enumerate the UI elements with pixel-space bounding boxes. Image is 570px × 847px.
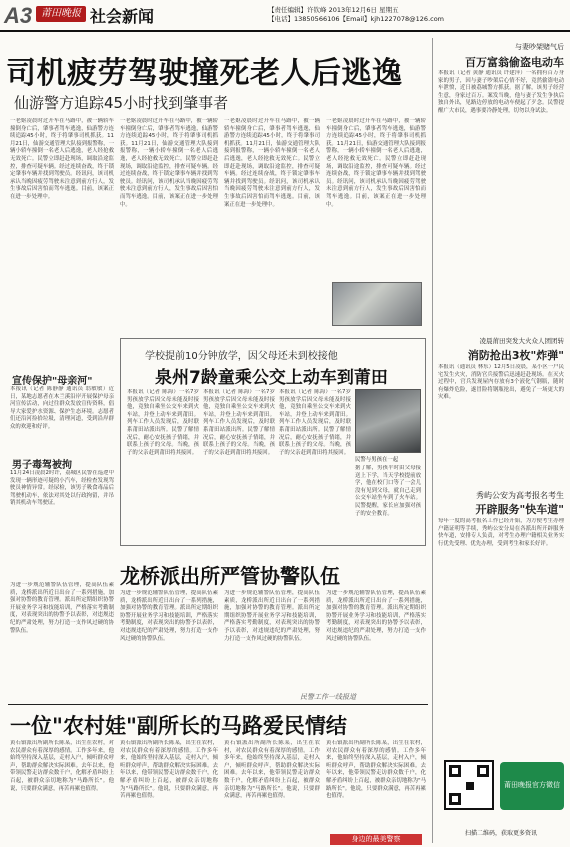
page-header (0, 0, 570, 34)
mid-headline: 龙桥派出所严管协警队伍 (120, 564, 340, 588)
story2-title: 宣传保护"母亲河" (12, 376, 93, 387)
boxed-body-col3: 本报讯（记者 陈海）一名7岁男孩放学后因父母未能及时接他，竟独自乘坐公交车来到火车站，并登上动车来到莆田。列车工作人员发现后，及时联系莆田站派出所。民警了解情况后，耐心安抚孩子情绪，并联系上孩子的父母。当晚，孩子的父亲赶到莆田将其接回。 (279, 389, 351, 456)
right-headline3: 秀屿公安为高考报名考生 (476, 491, 564, 500)
right-kicker: 与妻吵架赌气后 (515, 43, 564, 51)
story2-body: 本报讯（记者 陈静静 通讯员 翁敏敏）近日，某地志愿者在木兰溪沿岸开展保护母亲河宣传活动，向过往群众发放宣传资料，倡导大家爱护水资源、保护生态环境。志愿者们还沿河捡拾垃圾，清理河道，受到沿岸群众的欢迎和好评。 (10, 386, 114, 430)
right-body3: 每年一度的高考报名工作已经开始，为方便考生办理户籍证明等手续，秀屿公安分局在各派出所开辟服务快车道，安排专人负责，对考生办理户籍相关业务实行优先受理、优先办理，受到考生和家长好评。 (438, 518, 564, 547)
boxed-kicker: 学校提前10分钟放学，因父母还未到校接他 (145, 351, 338, 362)
bottom-body-col2: 黄石镇派出所副所长陈某，出生在农村，对农民群众有着深厚的感情。工作多年来，他始终坚持深入基层，走村入户，倾听群众呼声，帮助群众解决实际困难。去年以来，他带领民警走访群众数千户，化解矛盾纠纷上百起，被群众亲切地称为"马路所长"。他说，只要群众满意，再苦再累也值得。 (120, 740, 218, 800)
boxed-body-col2: 本报讯（记者 陈海）一名7岁男孩放学后因父母未能及时接他，竟独自乘坐公交车来到火车站，并登上动车来到莆田。列车工作人员发现后，及时联系莆田站派出所。民警了解情况后，耐心安抚孩子情绪，并联系上孩子的父母。当晚，孩子的父亲赶到莆田将其接回。 (203, 389, 275, 456)
boxed-photo-caption: 民警与男孩在一起 (355, 457, 399, 463)
mid-stamp: 民警工作一线报道 (300, 693, 356, 701)
bottom-body-col4: 黄石镇派出所副所长陈某，出生在农村，对农民群众有着深厚的感情。工作多年来，他始终坚持深入基层，走村入户，倾听群众呼声，帮助群众解决实际困难。去年以来，他带领民警走访群众数千户，化解矛盾纠纷上百起，被群众亲切地称为"马路所长"。他说，只要群众满意，再苦再累也值得。 (326, 740, 426, 800)
boxed-body-right: 据了解，男孩平时由父母接送上下学，当天学校提前放学，他在校门口等了一会儿没有见到父母，就自己走到公交车站坐车到了火车站。民警提醒，家长应加强对孩子的安全教育。 (355, 465, 421, 517)
column-divider (432, 38, 433, 843)
boxed-body-col1: 本报讯（记者 陈海）一名7岁男孩放学后因父母未能及时接他，竟独自乘坐公交车来到火车站，并登上动车来到莆田。列车工作人员发现后，及时联系莆田站派出所。民警了解情况后，耐心安抚孩子情绪，并联系上孩子的父母。当晚，孩子的父亲赶到莆田将其接回。 (127, 389, 199, 456)
bottom-rule (8, 704, 428, 705)
mid-body-col1: 为进一步规范辅警队伍管理，提高队伍素质，龙桥派出所近日出台了一系列措施，加强对协警的教育管理。派出所定期组织协警开展业务学习和技能培训，严格落实考勤制度，对表现突出的协警予以表彰，对违规违纪的严肃处理，努力打造一支作风过硬的协警队伍。 (10, 582, 114, 634)
mid-body-col3: 为进一步规范辅警队伍管理，提高队伍素质，龙桥派出所近日出台了一系列措施，加强对协警的教育管理。派出所定期组织协警开展业务学习和技能培训，严格落实考勤制度，对表现突出的协警予以表彰，对违规违纪的严肃处理，努力打造一支作风过硬的协警队伍。 (224, 590, 320, 642)
boxed-photo (355, 389, 421, 453)
right-headline2: 消防抢出3枚"炸弹" (467, 349, 564, 362)
story3-body: 11月24日凌晨2时许，荔城区民警在巡逻中发现一辆形迹可疑的小汽车，经检查发现驾驶员神情异常。经尿检，该男子吸食毒品后驾驶机动车，依法对其处以行政拘留，并吊销其机动车驾驶证。 (10, 470, 114, 507)
lead-body-col3: 一老妪凌晨时过开车在马路中，被一辆轿车撞倒身亡后，肇事者驾车逃逸，仙游警方连续追踪45小时，终于将肇事司机抓获。11月21日，仙游交通管理大队接到报警称，一辆小轿车撞倒一名老人后逃逸，老人经抢救无效死亡。民警立即赶赴现场，调取沿途监控，排查可疑车辆。经过连续奋战，终于锁定肇事车辆并找到驾驶员。经讯问，该司机承认当晚因疲劳驾驶未注意到前方行人，发生事故后因害怕而驾车逃逸。目前，该案正在进一步处理中。 (224, 118, 320, 208)
right-body2: 本报讯（通讯员 林东）12月5日凌晨，某小区一户民宅发生火灾，消防官兵接警后迅速赶赴现场。在灭火过程中，官兵发现屋内存放有3个液化气钢瓶，随时有爆炸危险，遂冒险将钢瓶抢出，避免了一场更大的灾难。 (438, 364, 564, 401)
header-rule (0, 30, 570, 32)
page-number: A3 (4, 3, 33, 28)
lead-body-col2: 一老妪凌晨时过开车在马路中，被一辆轿车撞倒身亡后，肇事者驾车逃逸，仙游警方连续追踪45小时，终于将肇事司机抓获。11月21日，仙游交通管理大队接到报警称，一辆小轿车撞倒一名老人后逃逸，老人经抢救无效死亡。民警立即赶赴现场，调取沿途监控，排查可疑车辆。经过连续奋战，终于锁定肇事车辆并找到驾驶员。经讯问，该司机承认当晚因疲劳驾驶未注意到前方行人，发生事故后因害怕而驾车逃逸。目前，该案正在进一步处理中。 (120, 118, 218, 208)
right-kicker2: 凌晨莆田突发大火众人团团转 (479, 337, 564, 345)
right-headline3b: 开辟服务"快车道" (475, 503, 564, 516)
bottom-body-col3: 黄石镇派出所副所长陈某，出生在农村，对农民群众有着深厚的感情。工作多年来，他始终坚持深入基层，走村入户，倾听群众呼声，帮助群众解决实际困难。去年以来，他带领民警走访群众数千户，化解矛盾纠纷上百起，被群众亲切地称为"马路所长"。他说，只要群众满意，再苦再累也值得。 (224, 740, 320, 800)
bottom-body-col1: 黄石镇派出所副所长陈某，出生在农村，对农民群众有着深厚的感情。工作多年来，他始终坚持深入基层，走村入户，倾听群众呼声，帮助群众解决实际困难。去年以来，他带领民警走访群众数千户，化解矛盾纠纷上百起，被群众亲切地称为"马路所长"。他说，只要群众满意，再苦再累也值得。 (10, 740, 114, 792)
right-headline: 百万富翁偷盗电动车 (465, 56, 564, 69)
lead-subheadline: 仙游警方追踪45小时找到肇事者 (14, 94, 229, 112)
section-title: 社会新闻 (90, 7, 155, 26)
editor-info: 【责任编辑】许钦峰 2013年12月6日 星期五 【电话】13850566106【Email】kjh1227078@126.com (268, 6, 445, 23)
lead-headline: 司机疲劳驾驶撞死老人后逃逸 (6, 56, 403, 91)
lead-body-col1: 一老妪凌晨时过开车在马路中，被一辆轿车撞倒身亡后，肇事者驾车逃逸，仙游警方连续追踪45小时，终于将肇事司机抓获。11月21日，仙游交通管理大队接到报警称，一辆小轿车撞倒一名老人后逃逸，老人经抢救无效死亡。民警立即赶赴现场，调取沿途监控，排查可疑车辆。经过连续奋战，终于锁定肇事车辆并找到驾驶员。经讯问，该司机承认当晚因疲劳驾驶未注意到前方行人，发生事故后因害怕而驾车逃逸。目前，该案正在进一步处理中。 (10, 118, 114, 200)
qr-code[interactable] (444, 760, 494, 810)
wechat-badge: 莆田晚报官方微信 (500, 762, 564, 810)
lead-body-col4: 一老妪凌晨时过开车在马路中，被一辆轿车撞倒身亡后，肇事者驾车逃逸，仙游警方连续追踪45小时，终于将肇事司机抓获。11月21日，仙游交通管理大队接到报警称，一辆小轿车撞倒一名老人后逃逸，老人经抢救无效死亡。民警立即赶赴现场，调取沿途监控，排查可疑车辆。经过连续奋战，终于锁定肇事车辆并找到驾驶员。经讯问，该司机承认当晚因疲劳驾驶未注意到前方行人，发生事故后因害怕而驾车逃逸。目前，该案正在进一步处理中。 (326, 118, 426, 208)
mid-body-col4: 为进一步规范辅警队伍管理，提高队伍素质，龙桥派出所近日出台了一系列措施，加强对协警的教育管理。派出所定期组织协警开展业务学习和技能培训，严格落实考勤制度，对表现突出的协警予以表彰，对违规违纪的严肃处理，努力打造一支作风过硬的协警队伍。 (326, 590, 426, 642)
lead-photo (332, 282, 422, 326)
masthead-logo: 莆田晚报 (36, 6, 86, 22)
boxed-story (120, 338, 426, 546)
story3-title: 男子毒驾被拘 (12, 460, 72, 471)
right-body: 本报讯（记者 黄静 通讯员 许建萍）一名拥有百万身家的男子，因与妻子吵架后心情不好，竟然偷盗电动车泄愤，近日被荔城警方抓获。据了解，该男子经营生意，身家过百万。案发当晚，他与妻子发生争执后独自外出，见路边停放的电动车便起了歹念。民警提醒广大市民，遇事要冷静处理，切勿以身试法。 (438, 70, 564, 114)
boxed-headline: 泉州7龄童乘公交上动车到莆田 (155, 368, 388, 388)
bottom-headline: 一位"农村娃"副所长的马路爱民情结 (10, 714, 347, 738)
mid-body-col2: 为进一步规范辅警队伍管理，提高队伍素质，龙桥派出所近日出台了一系列措施，加强对协警的教育管理。派出所定期组织协警开展业务学习和技能培训，严格落实考勤制度，对表现突出的协警予以表彰，对违规违纪的严肃处理，努力打造一支作风过硬的协警队伍。 (120, 590, 218, 642)
qr-label: 扫描二维码，获取更多资讯 (464, 830, 537, 837)
bottom-footer-banner: 身边的最美警察 (330, 834, 422, 845)
